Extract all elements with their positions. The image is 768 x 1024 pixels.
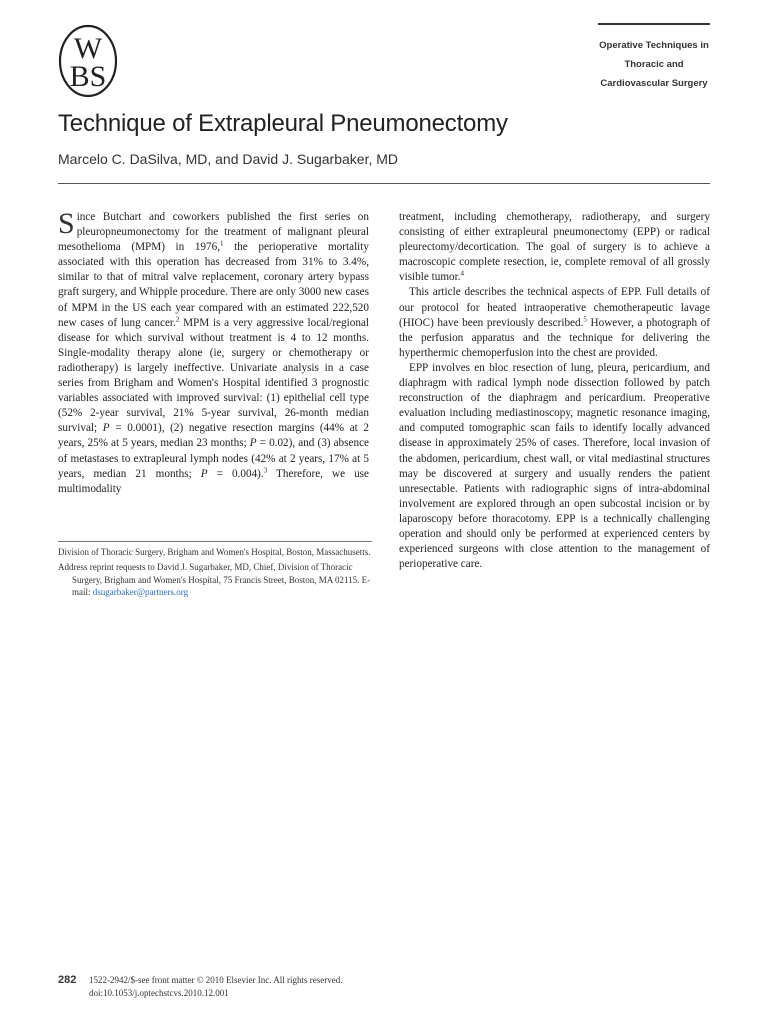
reference-link[interactable]: 5	[583, 314, 587, 323]
footnote-divider	[58, 541, 372, 542]
body-column-left	[58, 207, 370, 497]
reprint-note: Address reprint requests to David J. Sugarbaker, MD, Chief, Division of Thoracic Surgery, Brigham and Women's Hospital, 75 Francis Street, Boston, MA 02115. E-mail: dsugarbaker@partners.org	[58, 561, 371, 598]
paragraph: treatment, including chemotherapy, radiotherapy, and surgery consisting of either extrapleural pneumonectomy (EPP) or radical pleurectomy/decortication. The goal of surgery is to achieve a macroscopic complete resection, ie, complete removal of all grossly visible tumor.$^4$	[399, 211, 710, 284]
reference-link[interactable]: 1	[220, 239, 224, 248]
body-column-right	[399, 210, 710, 572]
reference-link[interactable]: 4	[460, 269, 465, 278]
article-title: Technique of Extrapleural Pneumonectomy	[58, 110, 508, 137]
email-link[interactable]: dsugarbaker@partners.org	[92, 587, 189, 598]
paragraph: This article describes the technical aspects of EPP. Full details of our protocol for heated intraoperative chemotherapeutic lavage (HIOC) have been previously described.$^5$ However, a photograph of the perfusion apparatus and the technique for delivering the hyperthermic chemoperfusion into the chest are provided.	[399, 286, 710, 359]
journal-line: Cardiovascular Surgery	[600, 78, 708, 89]
doi-line[interactable]: doi:10.1053/j.optechstcvs.2010.12.001	[89, 988, 229, 998]
paragraph: EPP involves en bloc resection of lung, pleura, pericardium, and diaphragm with radical lymph node dissection followed by patch reconstruction of the diaphragm and pericardium. Preoperative evaluation including mediastinoscopy, magnetic resonance imaging, and computed tomographic scan fails to identify locally advanced disease in approximately 25% of cases. Therefore, local invasion of the abdomen, pericardium, chest wall, or vital mediastinal structures may be discovered at surgery and usually renders the patient unresectable. Patients with radiographic signs of intra-abdominal involvement are explored through an open subcostal incision or by laparoscopy before thoracotomy. EPP is a technically challenging operation and should only be performed at experienced centers by experienced surgeons with close attention to the management of perioperative care.	[399, 361, 710, 571]
article-authors: Marcelo C. DaSilva, MD, and David J. Sugarbaker, MD	[58, 151, 399, 167]
logo-line1: W	[73, 32, 103, 65]
header-divider	[58, 183, 710, 184]
affiliation-note: Division of Thoracic Surgery, Brigham and Women's Hospital, Boston, Massachusetts.	[58, 547, 371, 557]
logo-line2: BS	[69, 60, 107, 93]
reference-link[interactable]: 3	[263, 465, 268, 474]
paragraph: Since Butchart and coworkers published the first series on pleuropneumonectomy for the treatment of malignant pleural mesothelioma (MPM) in 1976,$^1$ the perioperative mortality associated with this operation has decreased from 31% to 3.4%, similar to that of mitral valve replacement, coronary artery bypass graft surgery, and Whipple procedure. There are only 3000 new cases of MPM in the US each year compared with an estimated 222,520 new cases of lung cancer.$^2$ MPM is a very aggressive local/regional disease for which survival without treatment is 4 to 12 months. Single-modality therapy alone (ie, surgery or chemotherapy or radiotherapy) is largely ineffective. Univariate analysis in a case series from Brigham and Women's Hospital identified 3 prognostic variables associated with improved survival: (1) epithelial cell type (52% 2-year survival, 21% 5-year survival, 26-month median survival; P = 0.0001), (2) negative resection margins (44% at 2 years, 25% at 5 years, median 23 months; P = 0.02), and (3) absence of metastases to extrapleural lymph nodes (42% at 2 years, 17% at 5 years, median 21 months; P = 0.004).$^3$ Therefore, we use multimodality	[58, 207, 370, 495]
page-number: 282	[58, 974, 77, 986]
journal-line: Operative Techniques in	[599, 40, 709, 51]
journal-name	[598, 23, 710, 93]
drop-cap: S	[58, 207, 75, 240]
copyright-line: 1522-2942/$-see front matter © 2010 Elsevier Inc. All rights reserved.	[89, 975, 343, 985]
reference-link[interactable]: 2	[175, 314, 180, 323]
journal-line: Thoracic and	[624, 59, 684, 70]
wbs-logo	[58, 24, 118, 98]
footnotes	[58, 546, 371, 601]
